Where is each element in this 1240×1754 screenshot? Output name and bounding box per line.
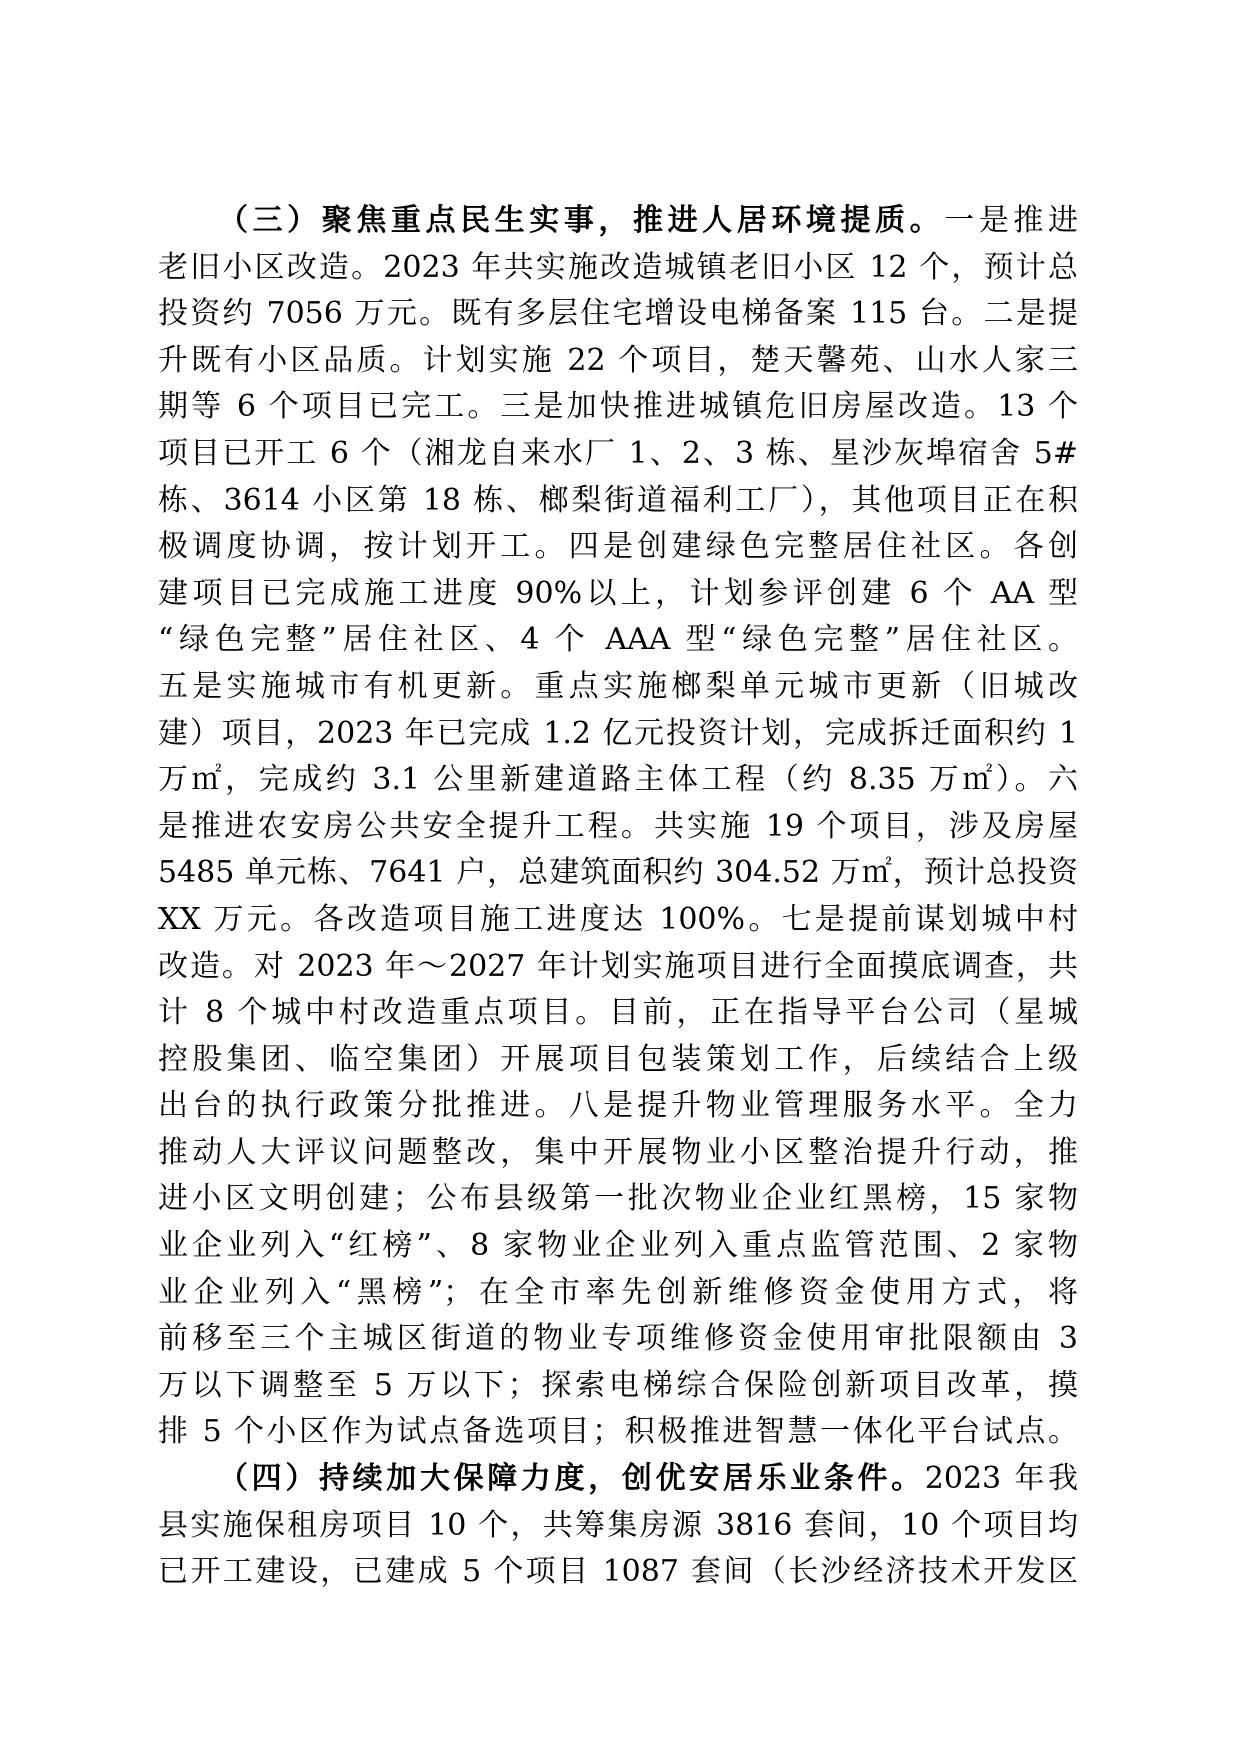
paragraph-line: 项目已开工 6 个（湘龙自来水厂 1、2、3 栋、星沙灰埠宿舍 5# [158,435,1078,471]
paragraph-line: 建）项目，2023 年已完成 1.2 亿元投资计划，完成拆迁面积约 1 [158,715,1078,751]
paragraph-line: 改造。对 2023 年～2027 年计划实施项目进行全面摸底调查，共 [158,948,1078,984]
paragraph-line: 业企业列入“黑榜”；在全市率先创新维修资金使用方式，将 [158,1274,1078,1310]
paragraph-line: 5485 单元栋、7641 户，总建筑面积约 304.52 万㎡，预计总投资 [158,855,1078,891]
paragraph-text: 2023 年我 [924,1461,1078,1497]
paragraph-line: 排 5 个小区作为试点备选项目；积极推进智慧一体化平台试点。 [158,1414,1078,1450]
paragraph-line: 投资约 7056 万元。既有多层住宅增设电梯备案 115 台。二是提 [158,296,1078,332]
paragraph-line: 县实施保租房项目 10 个，共筹集房源 3816 套间，10 个项目均 [158,1507,1078,1543]
paragraph-line: 已开工建设，已建成 5 个项目 1087 套间（长沙经济技术开发区 [158,1554,1078,1590]
section-heading: （三）聚焦重点民生实事，推进人居环境提质。 [218,203,945,238]
paragraph-line: 计 8 个城中村改造重点项目。目前，正在指导平台公司（星城 [158,995,1078,1031]
paragraph-line: 出台的执行政策分批推进。八是提升物业管理服务水平。全力 [158,1088,1078,1124]
section-heading: （四）持续加大保障力度，创优安居乐业条件。 [218,1461,925,1497]
paragraph-text: 一是推进 [944,203,1078,238]
paragraph-line: 前移至三个主城区街道的物业专项维修资金使用审批限额由 3 [158,1321,1078,1357]
paragraph-line: 老旧小区改造。2023 年共实施改造城镇老旧小区 12 个，预计总 [158,249,1078,285]
paragraph-line: 是推进农安房公共安全提升工程。共实施 19 个项目，涉及房屋 [158,808,1078,844]
paragraph-line: “绿色完整”居住社区、4 个 AAA 型“绿色完整”居住社区。 [158,622,1078,658]
paragraph-line: 万以下调整至 5 万以下；探索电梯综合保险创新项目改革，摸 [158,1367,1078,1403]
paragraph-line: 期等 6 个项目已完工。三是加快推进城镇危旧房屋改造。13 个 [158,389,1078,425]
paragraph-line: 五是实施城市有机更新。重点实施榔梨单元城市更新（旧城改 [158,668,1078,704]
paragraph-line: 栋、3614 小区第 18 栋、榔梨街道福利工厂），其他项目正在积 [158,482,1078,518]
paragraph-line: 建项目已完成施工进度 90%以上，计划参评创建 6 个 AA 型 [158,575,1078,611]
document-body [158,198,1078,1596]
paragraph-line: 业企业列入“红榜”、8 家物业企业列入重点监管范围、2 家物 [158,1228,1078,1264]
paragraph-line [158,1456,1078,1503]
paragraph-line: 进小区文明创建；公布县级第一批次物业企业红黑榜，15 家物 [158,1181,1078,1217]
paragraph-line: 控股集团、临空集团）开展项目包装策划工作，后续结合上级 [158,1041,1078,1077]
paragraph-line: 极调度协调，按计划开工。四是创建绿色完整居住社区。各创 [158,529,1078,565]
paragraph-line [158,198,1078,245]
paragraph-line: 万㎡，完成约 3.1 公里新建道路主体工程（约 8.35 万㎡）。六 [158,762,1078,798]
paragraph-line: 推动人大评议问题整改，集中开展物业小区整治提升行动，推 [158,1134,1078,1170]
paragraph-line: 升既有小区品质。计划实施 22 个项目，楚天馨苑、山水人家三 [158,342,1078,378]
paragraph-line: XX 万元。各改造项目施工进度达 100%。七是提前谋划城中村 [158,901,1078,937]
